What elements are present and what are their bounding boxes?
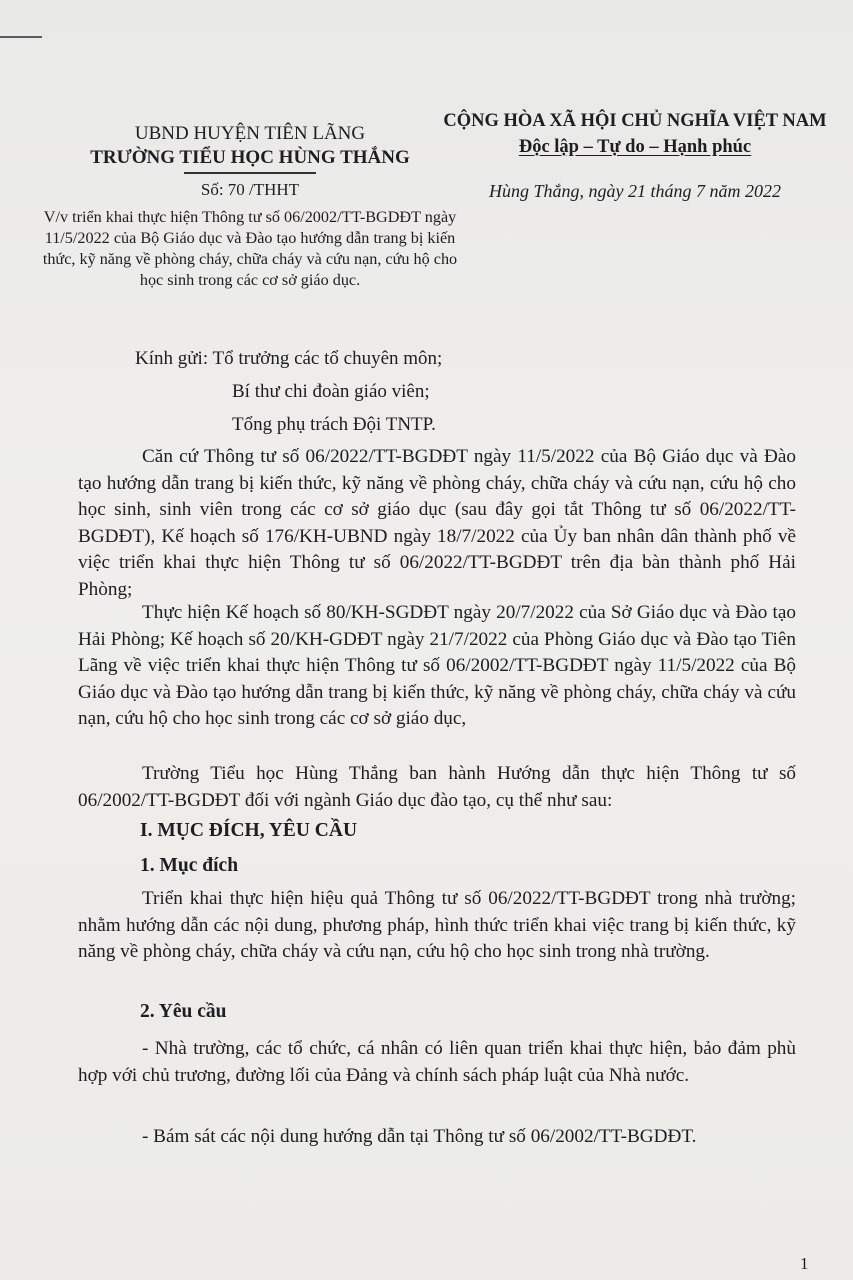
paragraph-implementation: Thực hiện Kế hoạch số 80/KH-SGDĐT ngày 20/7/2022 của Sở Giáo dục và Đào tạo Hải Phòng; Kế hoạch số 20/KH-GDĐT ngày 21/7/2022 của Phòng Giáo dục và Đào tạo Tiên Lãng về việc triển khai thực hiện Thông tư số 06/2002/TT-BGDĐT ngày 11/5/2022 của Bộ Giáo dục và Đào tạo hướng dẫn trang bị kiến thức, kỹ năng về phòng cháy, chữa cháy và cứu nạn, cứu hộ cho học sinh trong các cơ sở giáo dục, — [78, 602, 796, 729]
national-header — [425, 108, 845, 160]
recipient-line-3: Tổng phụ trách Đội TNTP. — [232, 414, 436, 435]
recipient-line-2: Bí thư chi đoàn giáo viên; — [232, 381, 430, 402]
requirement-item: - Nhà trường, các tổ chức, cá nhân có liên quan triển khai thực hiện, bảo đảm phù hợp với chủ trương, đường lối của Đảng và chính sách pháp luật của Nhà nước. — [78, 1038, 796, 1086]
document-number: Số: 70 /THHT — [200, 180, 300, 199]
issuer-authority: UBND HUYỆN TIÊN LÃNG — [134, 123, 366, 144]
national-title: CỘNG HÒA XÃ HỘI CHỦ NGHĨA VIỆT NAM — [443, 111, 827, 131]
section-heading: I. MỤC ĐÍCH, YÊU CẦU — [140, 820, 358, 841]
issuer-block — [40, 122, 460, 174]
subsection-requirements-heading: 2. Yêu cầu — [140, 1001, 227, 1022]
subsection-purpose-heading: 1. Mục đích — [140, 855, 239, 876]
paragraph-issuance: Trường Tiểu học Hùng Thắng ban hành Hướng dẫn thực hiện Thông tư số 06/2002/TT-BGDĐT đối với ngành Giáo dục đào tạo, cụ thể như sau: — [78, 763, 796, 811]
paragraph-basis: Căn cứ Thông tư số 06/2022/TT-BGDĐT ngày 11/5/2022 của Bộ Giáo dục và Đào tạo hướng dẫn trang bị kiến thức, kỹ năng về phòng cháy, chữa cháy và cứu nạn, cứu hộ cho học sinh, sinh viên trong các cơ sở giáo dục (sau đây gọi tắt Thông tư số 06/2022/TT-BGDĐT), Kế hoạch số 176/KH-UBND ngày 18/7/2022 của Ủy ban nhân dân thành phố về việc triển khai thực hiện Thông tư số 06/2022/TT-BGDĐT trên địa bàn thành phố Hải Phòng; — [78, 446, 796, 600]
national-motto: Độc lập – Tự do – Hạnh phúc — [518, 137, 752, 157]
requirement-item: - Bám sát các nội dung hướng dẫn tại Thông tư số 06/2002/TT-BGDĐT. — [142, 1126, 697, 1147]
purpose-paragraph: Triển khai thực hiện hiệu quả Thông tư số 06/2022/TT-BGDĐT trong nhà trường; nhằm hướng dẫn các nội dung, phương pháp, hình thức triển khai việc trang bị kiến thức, kỹ năng về phòng cháy, chữa cháy và cứu nạn, cứu hộ cho học sinh trong nhà trường. — [78, 888, 796, 962]
page-number: 1 — [800, 1254, 809, 1273]
issuer-school: TRƯỜNG TIỂU HỌC HÙNG THẮNG — [90, 147, 410, 168]
date-line: Hùng Thắng, ngày 21 tháng 7 năm 2022 — [489, 181, 781, 201]
issuer-underline — [184, 172, 316, 174]
recipient-line-1: Kính gửi: Tổ trưởng các tổ chuyên môn; — [135, 348, 443, 369]
edge-mark — [0, 36, 42, 38]
document-subject: V/v triển khai thực hiện Thông tư số 06/2002/TT-BGDĐT ngày 11/5/2022 của Bộ Giáo dục và Đào tạo hướng dẫn trang bị kiến thức, kỹ năng về phòng cháy, chữa cháy và cứu nạn, cứu hộ cho học sinh trong các cơ sở giáo dục. — [42, 208, 458, 289]
